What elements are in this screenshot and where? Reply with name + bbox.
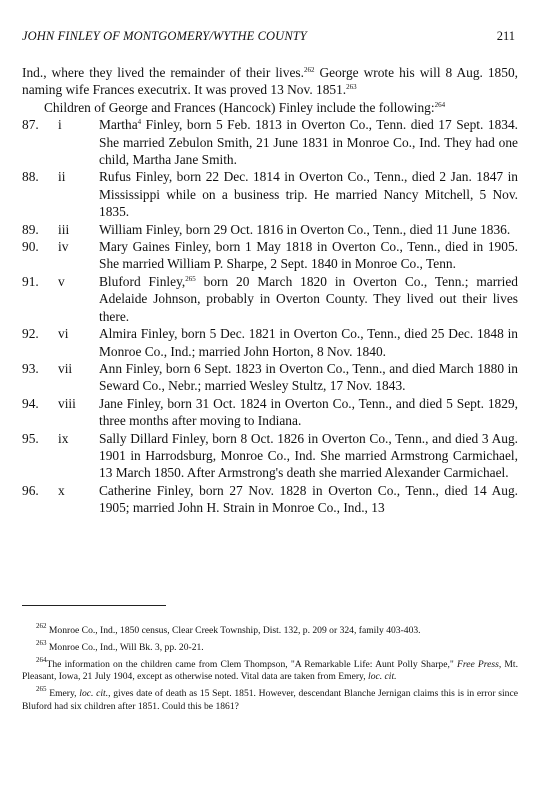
child-entry: 96. x Catherine Finley, born 27 Nov. 1828 in Overton Co., Tenn., died 14 Aug. 1905; married John H. Strain in Monroe Co., Ind., 13 [22, 482, 518, 516]
entry-number: 95. [22, 430, 39, 446]
entry-number: 90. [22, 239, 39, 255]
entry-roman: iii [58, 221, 70, 237]
footnote-mark: 263 [36, 638, 47, 647]
footnotes [22, 622, 518, 718]
child-entry: 94. viii Jane Finley, born 31 Oct. 1824 in Overton Co., Tenn., and died 5 Sept. 1829, three months after moving to Indiana. [22, 395, 518, 429]
child-entry: 90. iv Mary Gaines Finley, born 1 May 1818 in Overton Co., Tenn., died in 1905. She married William P. Sharpe, 2 Sept. 1840 in Monroe Co., Tenn. [22, 239, 518, 272]
child-entry: 88. ii Rufus Finley, born 22 Dec. 1814 in Overton Co., Tenn., died 2 Jan. 1847 in Mississippi while on a business trip. He married Nancy Mitchell, 5 Nov. 1835. [22, 169, 518, 220]
footnote-mark: 264 [36, 655, 47, 664]
entry-roman: ii [58, 169, 66, 185]
child-entry: 93. vii Ann Finley, born 6 Sept. 1823 in Overton Co., Tenn., and died March 1880 in Seward Co., Nebr.; married Wesley Stultz, 17 Nov. 1843. [22, 360, 518, 394]
entry-number: 96. [22, 482, 39, 498]
footnote-ref: 265 [185, 274, 196, 283]
entry-roman: iv [58, 239, 69, 255]
body-text [22, 64, 518, 517]
entry-roman: vii [58, 360, 73, 376]
page-header [22, 28, 515, 44]
entry-roman: ix [58, 430, 69, 446]
entry-number: 87. [22, 117, 39, 133]
footnote-ref: 262 [303, 66, 315, 74]
entry-number: 91. [22, 273, 39, 289]
child-entry: 95. ix Sally Dillard Finley, born 8 Oct. 1826 in Overton Co., Tenn., and died 3 Aug. 1901 in Harrodsburg, Monroe Co., Ind. She married Armstrong Carmichael, 13 March 1850. After Armstrong's death she married Alexander Carmichael. [22, 430, 518, 481]
footnote: $^{265}$ Emery, loc. cit., gives date of death as 15 Sept. 1851. However, descendant Blanche Jernigan claims this is in error since Bluford had six children after 1851. Could this be 1861? [22, 685, 518, 712]
page-number: 211 [496, 29, 515, 43]
footnote-mark: 265 [36, 685, 47, 694]
entry-number: 93. [22, 360, 39, 376]
generation-mark: 4 [137, 118, 142, 127]
entry-roman: viii [58, 395, 76, 411]
entry-number: 89. [22, 221, 39, 237]
footnote-ref: 263 [346, 83, 357, 92]
running-title: JOHN FINLEY OF MONTGOMERY/WYTHE COUNTY [22, 29, 307, 43]
child-entry: 89. iii William Finley, born 29 Oct. 1816 in Overton Co., Tenn., died 11 June 1836. [22, 221, 511, 237]
footnote: $^{262}$ Monroe Co., Ind., 1850 census, Clear Creek Township, Dist. 132, p. 209 or 324, family 403-403. [36, 622, 421, 636]
footnote: $^{264}$The information on the children came from Clem Thompson, "A Remarkable Life: Aunt Polly Sharpe," Free Press, Mt. Pleasant, Iowa, 21 July 1904, except as otherwise noted. Vital data are taken from Emery, loc. cit. [22, 655, 518, 683]
entry-roman: i [58, 117, 62, 133]
entry-roman: vi [58, 326, 69, 342]
entry-number: 92. [22, 326, 39, 342]
footnote-divider [22, 605, 166, 606]
entry-number: 94. [22, 395, 39, 411]
footnote: $^{263}$ Monroe Co., Ind., Will Bk. 3, pp. 20-21. [36, 638, 204, 653]
footnote-mark: 262 [36, 622, 47, 630]
entry-roman: x [58, 482, 65, 498]
children-heading: Children of George and Frances (Hancock) Finley include the following:$^{264}$ [44, 99, 446, 115]
child-entry: 87. i Martha$^4$ Finley, born 5 Feb. 1813 in Overton Co., Tenn. died 17 Sept. 1834. She married Zebulon Smith, 21 June 1831 in Monroe Co., Ind. They had one child, Martha Jane Smith. [22, 117, 518, 168]
child-entry: 91. v Bluford Finley,$^{265}$ born 20 March 1820 in Overton Co., Tenn.; married Adelaide Johnson, probably in Overton County. They lived out their lives there. [22, 273, 518, 324]
entry-number: 88. [22, 169, 39, 185]
entry-roman: v [58, 273, 65, 289]
intro-paragraph: Ind., where they lived the remainder of their lives.$^{262}$ George wrote his will 8 Aug. 1850, naming wife Frances executrix. It was proved 13 Nov. 1851.$^{263}$ [22, 65, 518, 98]
footnote-ref: 264 [434, 100, 446, 109]
child-entry: 92. vi Almira Finley, born 5 Dec. 1821 in Overton Co., Tenn., died 25 Dec. 1848 in Monroe Co., Ind.; married John Horton, 8 Nov. 1840. [22, 326, 518, 359]
